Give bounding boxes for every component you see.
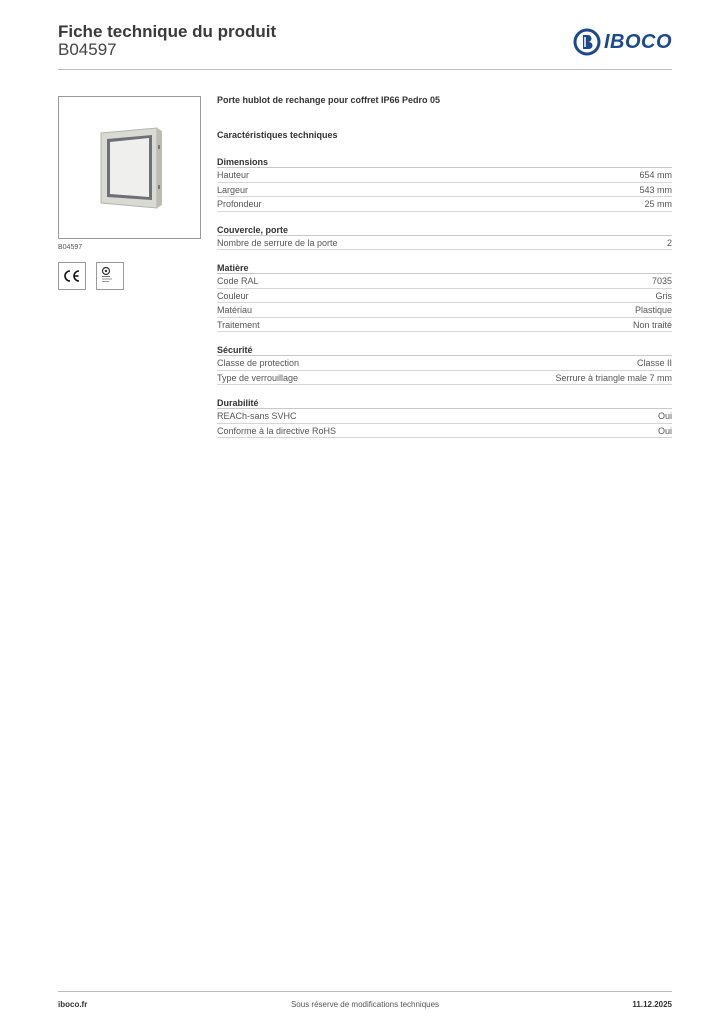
spec-value: 25 mm [644,199,672,209]
spec-row [217,356,672,371]
footer-website: iboco.fr [58,1000,88,1009]
footer-date: 11.12.2025 [632,1000,672,1009]
spec-label: Code RAL [217,276,259,286]
group-title: Matière [217,262,672,274]
spec-row [217,274,672,289]
spec-value: Classe II [636,358,672,368]
ce-mark-icon [58,262,86,290]
document-title: Fiche technique du produit [58,22,277,41]
spec-row [217,424,672,439]
specs-heading: Caractéristiques techniques [217,130,338,140]
spec-label: Profondeur [217,199,262,209]
iboco-logo-icon [573,28,601,56]
spec-row [217,289,672,304]
spec-row [217,303,672,318]
spec-label: Type de verrouillage [217,372,299,383]
spec-label: Largeur [217,184,249,195]
brand-name: IBOCO [603,30,672,53]
page-footer [58,991,672,1013]
spec-label: Traitement [217,319,260,330]
spec-label: REACh-sans SVHC [217,411,297,421]
image-reference: B04597 [58,244,83,251]
spec-label: Couleur [217,290,249,301]
spec-group-dimensions [217,156,672,212]
product-code: B04597 [58,40,117,59]
spec-value: Gris [655,290,672,301]
technical-specifications [217,95,672,438]
spec-row [217,236,672,251]
spec-value: Oui [657,425,672,436]
spec-group-material [217,262,672,332]
spec-label: Nombre de serrure de la porte [217,237,338,248]
spec-value: 543 mm [639,184,672,195]
spec-value: Non traité [632,319,672,330]
spec-group-safety [217,344,672,385]
enclosure-door-illustration [59,97,200,238]
group-title: Sécurité [217,344,672,356]
group-title: Durabilité [217,397,672,409]
product-image [58,96,201,239]
group-title: Couvercle, porte [217,224,672,236]
spec-value: 7035 [651,276,672,286]
spec-group-door [217,224,672,251]
page-header [58,22,672,70]
spec-row [217,183,672,198]
spec-label: Classe de protection [217,358,300,368]
brand-logo [573,28,672,56]
spec-row [217,168,672,183]
certification-mark-icon [96,262,124,290]
spec-value: Oui [657,411,672,421]
group-title: Dimensions [217,156,672,168]
spec-row [217,409,672,424]
spec-value: 654 mm [639,170,672,180]
spec-row [217,318,672,333]
footer-disclaimer: Sous réserve de modifications techniques [290,1000,440,1009]
product-name: Porte hublot de rechange pour coffret IP66 Pedro 05 [217,95,441,105]
spec-group-durability [217,397,672,438]
spec-label: Matériau [217,305,253,315]
spec-value: 2 [666,237,672,248]
spec-label: Conforme à la directive RoHS [217,425,337,436]
spec-row [217,197,672,212]
spec-value: Plastique [634,305,672,315]
spec-row [217,371,672,386]
spec-value: Serrure à triangle male 7 mm [555,372,672,383]
spec-label: Hauteur [217,170,250,180]
